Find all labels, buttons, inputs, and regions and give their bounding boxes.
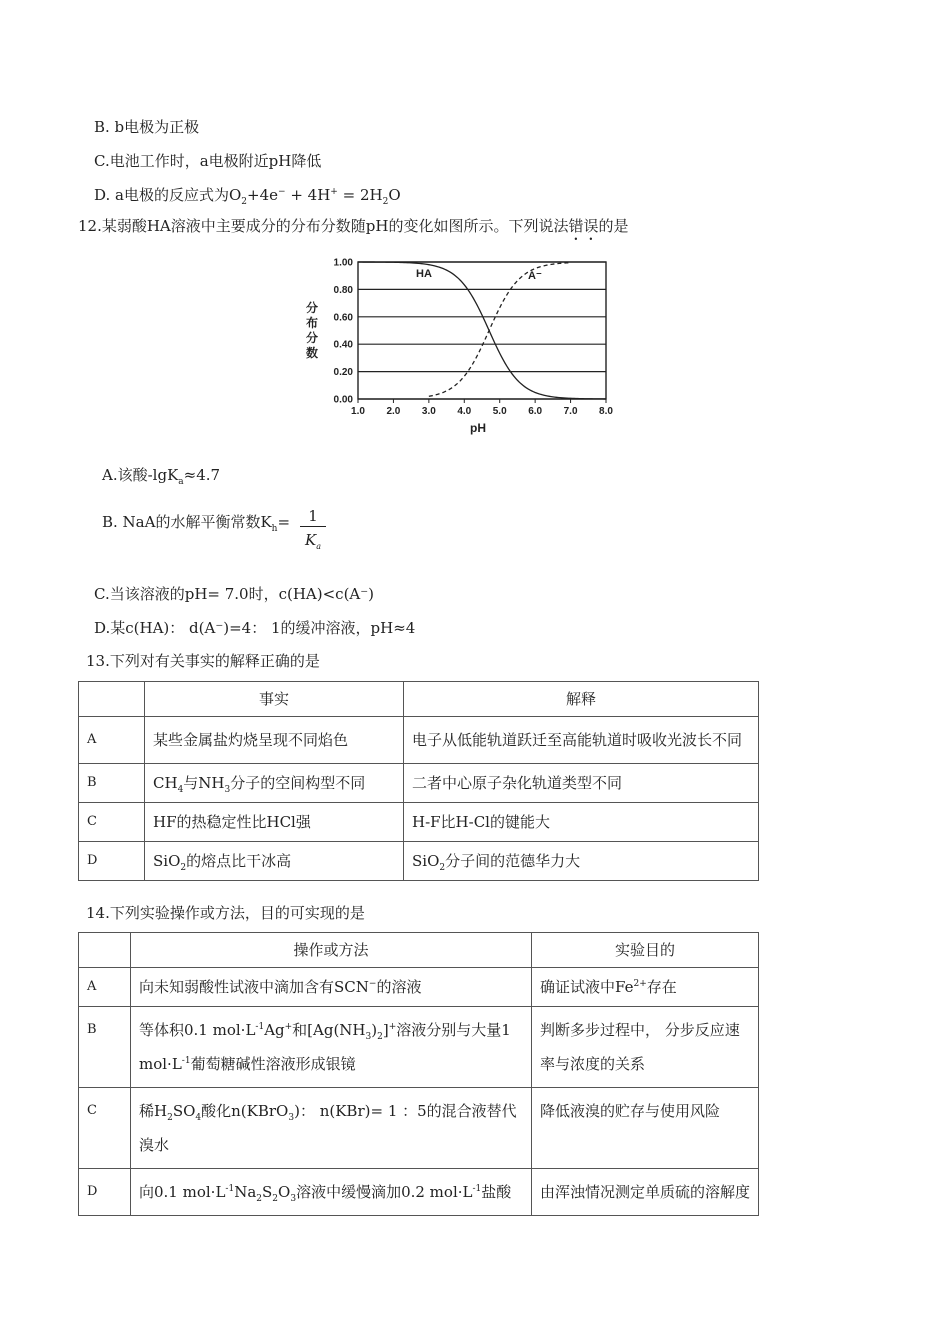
row-explanation: 二者中心原子杂化轨道类型不同 (404, 764, 759, 803)
header-goal: 实验目的 (532, 933, 759, 968)
y-axis-title-char: 数 (305, 346, 319, 360)
row-fact: SiO$_2$的熔点比干冰高 (145, 842, 404, 881)
x-tick-label: 8.0 (599, 406, 613, 417)
row-goal: 降低液溴的贮存与使用风险 (532, 1088, 759, 1169)
y-axis-title-char: 分 (305, 301, 319, 315)
series-label-ha: HA (416, 268, 432, 280)
x-tick-label: 5.0 (492, 406, 507, 417)
row-explanation: H-F比H-Cl的键能大 (404, 803, 759, 842)
row-label: D (79, 1169, 131, 1216)
row-operation: 向未知弱酸性试液中滴加含有SCN−的溶液 (131, 968, 532, 1007)
row-label: B (79, 1007, 131, 1088)
row-label: A (79, 717, 145, 764)
row-fact: $CH_4$与$NH_3$分子的空间构型不同 (145, 764, 404, 803)
row-label: C (79, 803, 145, 842)
chart-series (358, 262, 606, 399)
table-row (79, 1169, 759, 1216)
header-operation: 操作或方法 (131, 933, 532, 968)
row-explanation: 电子从低能轨道跃迁至高能轨道时吸收光波长不同 (404, 717, 759, 764)
q12-option-c: C.当该溶液的pH= 7.0时，c(HA)<c(A⁻) (94, 585, 375, 603)
q12-stem: 12.某弱酸HA溶液中主要成分的分布分数随pH的变化如图所示。下列说法错误的是 (78, 217, 629, 235)
q12-option-b-fraction (300, 506, 326, 550)
row-goal: 判断多步过程中， 分步反应速率与浓度的关系 (532, 1007, 759, 1088)
chart-axes (358, 262, 606, 399)
y-tick-label: 0.20 (333, 367, 353, 379)
distribution-chart (298, 250, 618, 440)
table-header-row (79, 682, 759, 717)
row-label: B (79, 764, 145, 803)
chart-grid (358, 262, 606, 399)
row-explanation: SiO$_2$分子间的范德华力大 (404, 842, 759, 881)
row-operation: 稀$H_2SO_4$酸化n(KBrO$_3$)： n(KBr)= 1 ：5的混合液替代溴水 (131, 1088, 532, 1169)
header-empty (79, 682, 145, 717)
q14-table (78, 932, 759, 1216)
row-fact: 某些金属盐灼烧呈现不同焰色 (145, 717, 404, 764)
row-fact: HF的热稳定性比HCl强 (145, 803, 404, 842)
q13-table (78, 681, 759, 881)
q11-option-c: C.电池工作时，a电极附近pH降低 (94, 152, 322, 170)
y-axis-title-char: 分 (305, 331, 319, 345)
x-tick-label: 7.0 (563, 406, 578, 417)
q12-option-b: B. NaA的水解平衡常数$K_h=$ (102, 513, 291, 534)
row-operation: 等体积0.1 $mol\cdot L^{-1}Ag^+$和$[Ag(NH_3)_2]^+$溶液分别与大量1 $mol\cdot L^{-1}$葡萄糖碱性溶液形成银镜 (131, 1007, 532, 1088)
row-label: C (79, 1088, 131, 1169)
table-row (79, 764, 759, 803)
fraction-numerator: 1 (308, 507, 318, 525)
table-row (79, 803, 759, 842)
y-tick-label: 0.60 (333, 312, 353, 324)
header-fact: 事实 (145, 682, 404, 717)
table-row (79, 717, 759, 764)
table-header-row (79, 933, 759, 968)
q13-stem: 13.下列对有关事实的解释正确的是 (86, 652, 320, 670)
x-tick-label: 2.0 (386, 406, 401, 417)
q14-stem: 14.下列实验操作或方法，目的可实现的是 (86, 904, 365, 922)
q12-option-d: D.某c(HA)： d(A⁻)=4： 1的缓冲溶液，pH≈4 (94, 619, 416, 637)
y-tick-label: 0.40 (333, 339, 353, 351)
x-tick-label: 1.0 (351, 406, 365, 417)
y-axis-title-char: 布 (305, 316, 319, 330)
chart-ticks (334, 258, 614, 418)
q11-option-b: B. b电极为正极 (94, 118, 200, 136)
x-tick-label: 3.0 (421, 406, 436, 417)
series-line-ha (358, 262, 606, 399)
x-axis-title: pH (470, 421, 486, 435)
q11-option-d: D. a电极的反应式为$O_2+4e^- + 4H^+ = 2H_2O$ (94, 186, 401, 207)
row-operation: 向0.1 $mol\cdot L^{-1}Na_2S_2O_3$溶液中缓慢滴加0.2 $mol\cdot L^{-1}$盐酸 (131, 1169, 532, 1216)
y-tick-label: 0.80 (333, 284, 353, 296)
x-tick-label: 6.0 (528, 406, 543, 417)
y-tick-label: 0.00 (333, 394, 353, 406)
table-row (79, 1088, 759, 1169)
row-goal: 由浑浊情况测定单质硫的溶解度 (532, 1169, 759, 1216)
series-line-a-minus (429, 263, 571, 397)
table-row (79, 968, 759, 1007)
table-row (79, 1007, 759, 1088)
row-label: D (79, 842, 145, 881)
plot-frame (358, 262, 606, 399)
fraction-denominator: $K_a$ (305, 531, 321, 551)
header-empty (79, 933, 131, 968)
series-label-a-minus: A⁻ (528, 270, 542, 282)
y-tick-label: 1.00 (333, 257, 353, 269)
x-tick-label: 4.0 (457, 406, 472, 417)
table-row (79, 842, 759, 881)
row-goal: 确证试液中$Fe^{2+}$存在 (532, 968, 759, 1007)
q12-option-a: A.该酸-lgK$_a$≈4.7 (102, 466, 221, 487)
row-label: A (79, 968, 131, 1007)
header-explanation: 解释 (404, 682, 759, 717)
